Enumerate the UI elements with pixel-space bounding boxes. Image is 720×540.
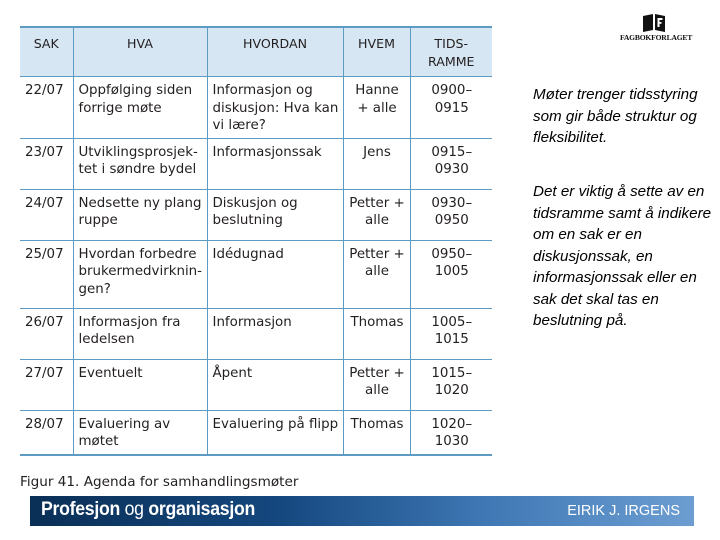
cell-hvem: Petter + alle bbox=[343, 240, 410, 308]
header-hvem: HVEM bbox=[343, 28, 410, 77]
table-row bbox=[20, 138, 492, 189]
table-row bbox=[20, 308, 492, 359]
book-title-part1: Profesjon bbox=[41, 499, 120, 520]
header-sak: SAK bbox=[20, 28, 73, 77]
cell-tidsramme: 1005–1015 bbox=[410, 308, 492, 359]
table-header-row bbox=[20, 28, 492, 77]
publisher-logo bbox=[620, 14, 693, 48]
cell-sak: 26/07 bbox=[20, 308, 73, 359]
cell-hvordan: Evaluering på flipp bbox=[207, 410, 343, 454]
cell-tidsramme: 0900–0915 bbox=[410, 77, 492, 139]
cell-sak: 25/07 bbox=[20, 240, 73, 308]
cell-hva: Evaluering av møtet bbox=[73, 410, 207, 454]
side-paragraph-1: Møter trenger tidsstyring som gir både struktur og fleksibilitet. bbox=[533, 86, 698, 146]
cell-hva: Oppfølging siden forrige møte bbox=[73, 77, 207, 139]
figure-caption: Figur 41. Agenda for samhandlingsmøter bbox=[20, 474, 299, 490]
cell-hvem: Thomas bbox=[343, 410, 410, 454]
cell-hvordan: Åpent bbox=[207, 359, 343, 410]
cell-sak: 24/07 bbox=[20, 189, 73, 240]
cell-hva: Eventuelt bbox=[73, 359, 207, 410]
logo-text: FAGBOKFORLAGET bbox=[620, 33, 693, 42]
cell-sak: 22/07 bbox=[20, 77, 73, 139]
cell-hvem: Thomas bbox=[343, 308, 410, 359]
table-row bbox=[20, 410, 492, 454]
cell-hvordan: Informasjonssak bbox=[207, 138, 343, 189]
cell-hvem: Hanne + alle bbox=[343, 77, 410, 139]
cell-hva: Nedsette ny plang ruppe bbox=[73, 189, 207, 240]
cell-sak: 28/07 bbox=[20, 410, 73, 454]
cell-hva: Utviklingsprosjek-tet i søndre bydel bbox=[73, 138, 207, 189]
cell-tidsramme: 0915–0930 bbox=[410, 138, 492, 189]
cell-hvordan: Informasjon bbox=[207, 308, 343, 359]
cell-hvordan: Diskusjon og beslutning bbox=[207, 189, 343, 240]
book-title-part2: og bbox=[119, 499, 149, 520]
book-author: EIRIK J. IRGENS bbox=[567, 503, 680, 519]
cell-hva: Hvordan forbedre brukermedvirknin-gen? bbox=[73, 240, 207, 308]
side-paragraph-2: Det er viktig å sette av en tidsramme samt å indikere om en sak er en diskusjonssak, en informasjonssak eller en sak det skal tas en beslutning på. bbox=[533, 183, 712, 329]
footer-banner bbox=[30, 496, 694, 526]
agenda-table bbox=[20, 28, 492, 454]
cell-tidsramme: 1015–1020 bbox=[410, 359, 492, 410]
table-row bbox=[20, 77, 492, 139]
table-row bbox=[20, 189, 492, 240]
cell-sak: 23/07 bbox=[20, 138, 73, 189]
cell-hvem: Petter + alle bbox=[343, 359, 410, 410]
table-row bbox=[20, 359, 492, 410]
cell-tidsramme: 1020–1030 bbox=[410, 410, 492, 454]
header-tidsramme-label: TIDS- RAMME bbox=[427, 36, 475, 69]
agenda-table-container bbox=[20, 26, 492, 456]
cell-hva: Informasjon fra ledelsen bbox=[73, 308, 207, 359]
header-hvordan: HVORDAN bbox=[207, 28, 343, 77]
header-tidsramme bbox=[410, 28, 492, 77]
table-row bbox=[20, 240, 492, 308]
cell-tidsramme: 0930–0950 bbox=[410, 189, 492, 240]
book-title-part3: organisasjon bbox=[148, 499, 255, 520]
book-icon bbox=[642, 14, 666, 32]
cell-sak: 27/07 bbox=[20, 359, 73, 410]
cell-hvordan: Informasjon og diskusjon: Hva kan vi lære? bbox=[207, 77, 343, 139]
cell-hvordan: Idédugnad bbox=[207, 240, 343, 308]
cell-hvem: Jens bbox=[343, 138, 410, 189]
cell-hvem: Petter + alle bbox=[343, 189, 410, 240]
book-title bbox=[41, 499, 255, 521]
header-hva: HVA bbox=[73, 28, 207, 77]
cell-tidsramme: 0950–1005 bbox=[410, 240, 492, 308]
agenda-table-body bbox=[20, 77, 492, 454]
